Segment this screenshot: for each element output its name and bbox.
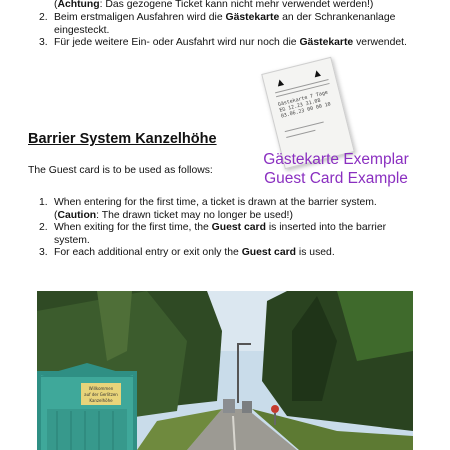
sign-text-line-3: Kanzelhöhe bbox=[89, 398, 113, 403]
german-list: (Achtung: Das gezogene Ticket kann nicht mehr verwendet werden!) 2. Beim erstmaligen Ausfahren wird die Gästekarte an der Schrankenanlage eingesteckt. 3. Für jede weitere Ein- oder Ausfahrt wird nur noch die Gästekarte verwendet. bbox=[39, 0, 407, 48]
sign-text-line-1: Willkommen bbox=[88, 386, 114, 391]
caption-german: Gästekarte Exemplar bbox=[263, 151, 409, 168]
caption-english: Guest Card Example bbox=[264, 170, 408, 187]
arrow-up-icon: ▲ bbox=[310, 66, 324, 81]
barrier-entrance-photo bbox=[37, 291, 413, 450]
intro-text: The Guest card is to be used as follows: bbox=[28, 165, 213, 176]
section-heading: Barrier System Kanzelhöhe bbox=[28, 131, 217, 147]
english-list: 1. When entering for the first time, a ticket is drawn at the barrier system. (Caution: The drawn ticket may no longer be used!) 2. When exiting for the first time, the Guest card is inserted into the barrier system. 3. For each additional entry or exit only the Guest card is used. bbox=[39, 197, 387, 258]
sign-text-line-2: auf der Gerlitzen bbox=[84, 392, 118, 397]
ticket-print: Gästekarte 7 Tage EG 12.23 31.08 03.06.23 00 00 10 bbox=[277, 89, 332, 120]
arrow-up-icon: ▲ bbox=[273, 75, 288, 90]
ticket-caption bbox=[256, 150, 416, 188]
